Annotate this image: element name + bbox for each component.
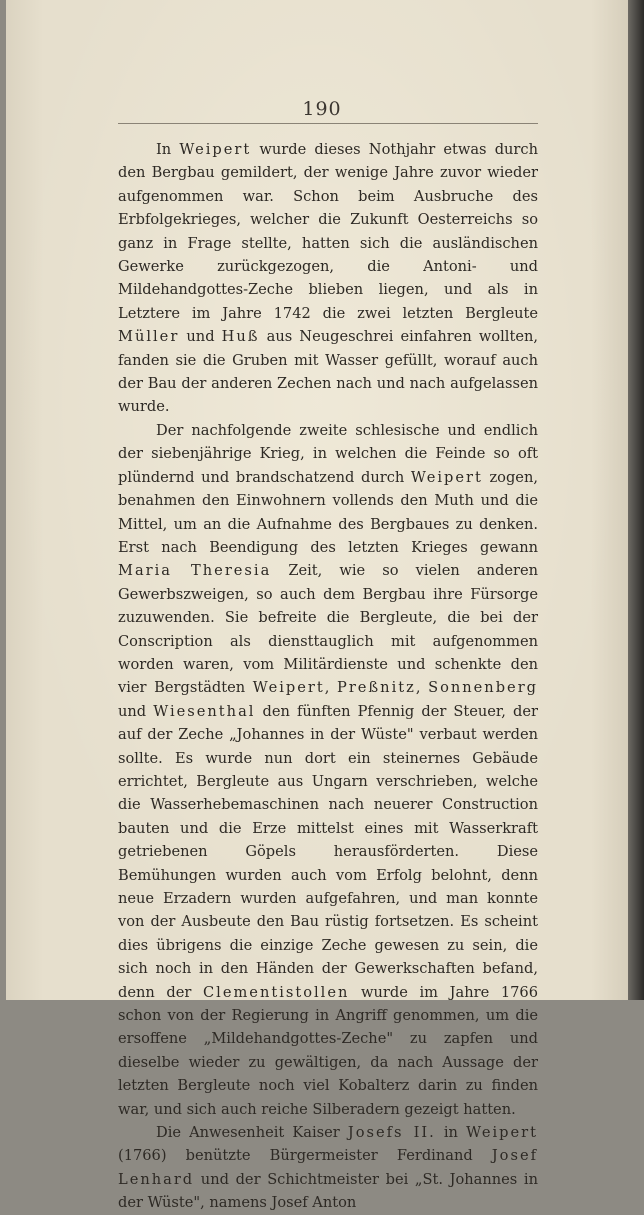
spaced-name: Weipert: [252, 679, 325, 697]
text-run: und: [179, 328, 222, 346]
header-rule: [118, 123, 538, 124]
text-run: ,: [415, 679, 429, 697]
text-run: aus Neugeschrei einfahren wollten, fanden sie die Gruben mit Wasser gefüllt, worauf auch der Bau der anderen Zechen nach und nach aufgelassen wurde.: [118, 328, 538, 416]
spaced-name: Müller: [118, 328, 180, 346]
text-run: in: [435, 1124, 467, 1142]
page-number: 190: [302, 98, 342, 120]
text-run: den fünften Pfennig der Steuer, der auf der Zeche „Johannes in der Wüste" verbaut werden sollte. Es wurde nun dort ein steinernes Gebäude errichtet, Bergleute aus Ungarn verschrieben, welche die Wasserhebemaschinen nach neuerer Construction bauten und die Erze mittelst eines mit Wasserkraft getriebenen Göpels herausförderten. Diese Bemühungen wurden auch vom Erfolg belohnt, denn neue Erzadern wurden aufgefahren, und man konnte von der Ausbeute den Bau rüstig fortsetzen. Es scheint dies übrigens die einzige Zeche gewesen zu sein, die sich noch in den Händen der Gewerkschaften befand, denn der: [118, 702, 538, 1001]
spaced-name: Sonnenberg: [428, 679, 539, 697]
text-run: In: [156, 141, 180, 158]
text-run: Die Anwesenheit Kaiser: [156, 1124, 348, 1142]
spaced-name: Clementistollen: [203, 983, 350, 1001]
text-run: ,: [324, 679, 337, 697]
spaced-name: Weipert: [410, 468, 483, 486]
text-run: (1766) benützte Bürgermeister Ferdinand: [118, 1147, 492, 1165]
spaced-name: Josefs II.: [347, 1124, 436, 1142]
spaced-name: Wiesenthal: [153, 702, 256, 720]
text-run: und: [118, 702, 154, 720]
spaced-name: Preßnitz: [337, 679, 416, 697]
text-run: und der Schichtmeister bei „St. Johannes in der Wüste", namens Josef Anton: [118, 1170, 538, 1212]
paragraph: [118, 138, 538, 419]
text-run: zogen, benahmen den Einwohnern vollends den Muth und die Mittel, um an die Aufnahme des Bergbaues zu denken. Erst nach Beendigung des letzten Krieges gewann: [118, 468, 538, 556]
spaced-name: Weipert: [179, 141, 252, 158]
spaced-name: Huß: [221, 328, 260, 346]
paragraph: [118, 1121, 538, 1215]
text-run: wurde im Jahre 1766 schon von der Regierung in Angriff genommen, um die ersoffene „Mildehandgottes-Zeche" zu zapfen und dieselbe wieder zu gewältigen, da nach Aussage der letzten Bergleute noch viel Kobalterz darin zu finden war, und sich auch reiche Silberadern gezeigt hatten.: [118, 983, 538, 1118]
text-run: Der nachfolgende zweite schlesische und endlich der siebenjährige Krieg, in welchen die Feinde so oft plündernd und brandschatzend durch: [118, 421, 538, 486]
paragraph: [118, 419, 538, 1121]
spaced-name: Josef Lenhard: [118, 1147, 538, 1188]
text-run: wurde dieses Nothjahr etwas durch den Bergbau gemildert, der wenige Jahre zuvor wieder aufgenommen war. Schon beim Ausbruche des Erbfolgekrieges, welcher die Zukunft Oesterreichs so ganz in Frage stellte, hatten sich die ausländischen Gewerke zurückgezogen, die Antoni- und Mildehandgottes-Zeche blieben liegen, und als in Letztere im Jahre 1742 die zwei letzten Bergleute: [118, 141, 538, 322]
page-edge-shadow: [628, 0, 644, 1000]
spaced-name: Weipert: [466, 1124, 538, 1142]
spaced-name: Maria Theresia: [118, 562, 272, 580]
text-run: Zeit, wie so vielen anderen Gewerbszweigen, so auch dem Bergbau ihre Fürsorge zuzuwenden. Sie befreite die Bergleute, die bei der Conscription als diensttauglich mit aufgenommen worden waren, vom Militärdienste und schenkte den vier Bergstädten: [118, 562, 538, 697]
body-text: [118, 138, 538, 1215]
